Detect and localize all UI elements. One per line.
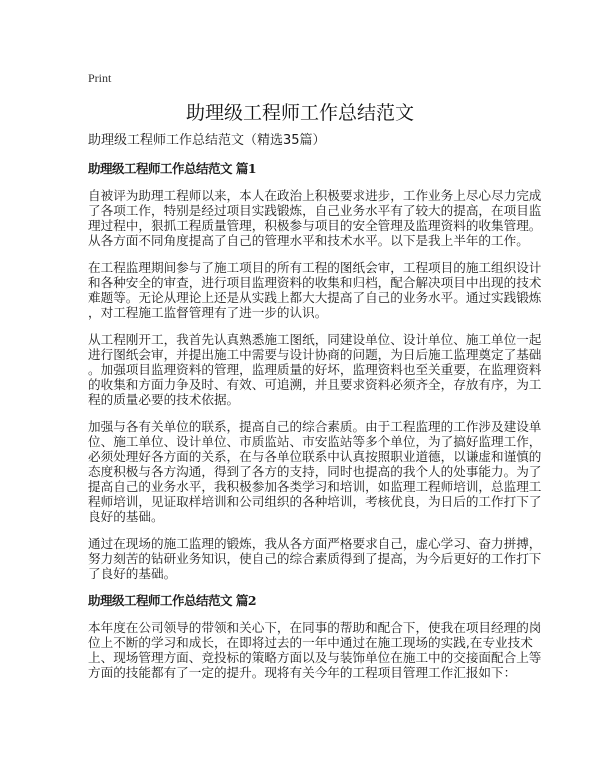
paragraph-line: 通过在现场的施工监理的锻炼，我从各方面严格要求自己，虚心学习、奋力拼搏，	[88, 536, 542, 551]
paragraph-line: 进行图纸会审，并提出施工中需要与设计协商的问题，为日后施工监理奠定了基础	[88, 347, 542, 362]
paragraph-line: 必须处理好各方面的关系，在与各单位联系中认真按照职业道德，以谦虚和谨慎的	[88, 449, 542, 464]
paragraph-line: ，对工程施工监督管理有了进一步的认识。	[88, 305, 328, 320]
paragraph-line: 了各项工作，特别是经过项目实践锻炼，自己业务水平有了较大的提高，在项目监	[88, 203, 542, 218]
document-body	[88, 133, 542, 692]
paragraph-line: 理过程中，狠抓工程质量管理，积极参与项目的安全管理及监理资料的收集管理。	[88, 218, 542, 233]
paragraph-line: 本年度在公司领导的带领和关心下，在同事的帮助和配合下，使我在项目经理的岗	[88, 620, 542, 635]
paragraph-line: 程师培训，见证取样培训和公司组织的各种培训，考核优良，为日后的工作打下了	[88, 494, 542, 509]
sections	[88, 161, 542, 680]
paragraph-line: 了良好的基础。	[88, 566, 177, 581]
paragraph-line: 努力刻苦的钻研业务知识，使自己的综合素质得到了提高，为今后更好的工作打下	[88, 551, 542, 566]
paragraph-line: 提高自己的业务水平，我积极参加各类学习和培训，如监理工程师培训，总监理工	[88, 479, 542, 494]
print-link[interactable]: Print	[88, 71, 112, 85]
paragraph-line: 方面的技能都有了一定的提升。现将有关今年的工程项目管理工作汇报如下：	[88, 665, 517, 680]
paragraph-line: 自被评为助理工程师以来，本人在政治上积极要求进步，工作业务上尽心尽力完成	[88, 188, 542, 203]
paragraph-line: 从工程刚开工，我首先认真熟悉施工图纸，同建设单位、设计单位、施工单位一起	[88, 332, 542, 347]
paragraph	[88, 536, 542, 581]
paragraph-line: 良好的基础。	[88, 509, 164, 524]
paragraph-line: 的收集和方面力争及时、有效、可追溯，并且要求资料必须齐全，存放有序，为工	[88, 377, 542, 392]
paragraph-line: 态度积极与各方沟通，得到了各方的支持，同时也提高的我个人的处事能力。为了	[88, 464, 542, 479]
paragraph-line: 程的质量必要的技术依据。	[88, 392, 240, 407]
paragraph-line: 位、施工单位、设计单位、市质监站、市安监站等多个单位，为了搞好监理工作，	[88, 434, 542, 449]
paragraph	[88, 188, 542, 248]
paragraph-line: 在工程监理期间参与了施工项目的所有工程的图纸会审，工程项目的施工组织设计	[88, 260, 542, 275]
paragraph-line: 上、现场管理方面、竞投标的策略方面以及与装饰单位在施工中的交接面配合上等	[88, 650, 542, 665]
paragraph-line: 加强与各有关单位的联系，提高自己的综合素质。由于工程监理的工作涉及建设单	[88, 419, 542, 434]
section-heading: 助理级工程师工作总结范文 篇1	[88, 161, 257, 176]
paragraph	[88, 332, 542, 407]
document-subtitle: 助理级工程师工作总结范文（精选35篇）	[88, 133, 326, 148]
paragraph	[88, 620, 542, 680]
paragraph-line: 。加强项目监理资料的管理，监理质量的好坏，监理资料也至关重要，在监理资料	[88, 362, 542, 377]
paragraph-line: 位上不断的学习和成长，在即将过去的一年中通过在施工现场的实践,在专业技术	[88, 635, 533, 650]
paragraph	[88, 260, 542, 320]
paragraph-line: 和各种安全的审查，进行项目监理资料的收集和归档，配合解决项目中出现的技术	[88, 275, 542, 290]
paragraph-line: 从各方面不同角度提高了自己的管理水平和技术水平。以下是我上半年的工作。	[88, 233, 529, 248]
section-heading: 助理级工程师工作总结范文 篇2	[88, 593, 257, 608]
paragraph-line: 难题等。无论从理论上还是从实践上都大大提高了自己的业务水平。通过实践锻炼	[88, 290, 542, 305]
page-title: 助理级工程师工作总结范文	[185, 102, 414, 124]
paragraph	[88, 419, 542, 524]
